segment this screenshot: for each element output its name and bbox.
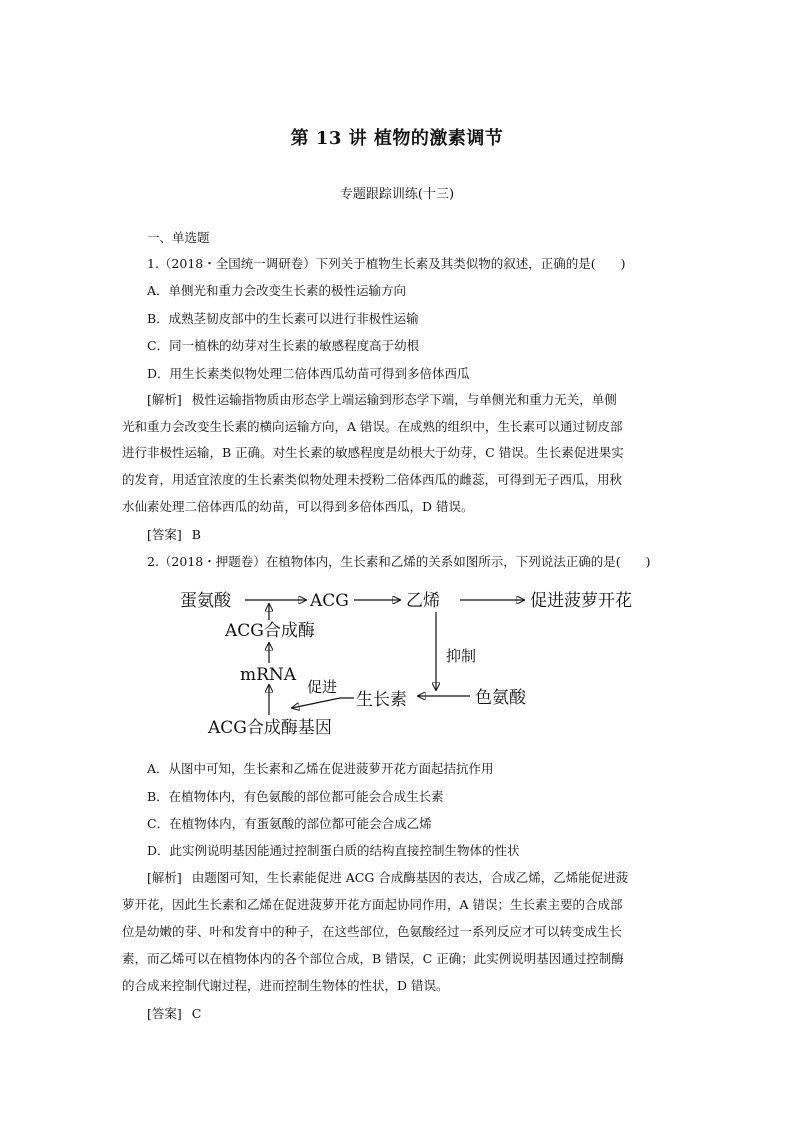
question-2-analysis-line-3: 位是幼嫩的芽、叶和发育中的种子，在这些部位，色氨酸经过一系列反应才可以转变成生长 xyxy=(122,924,623,939)
hormone-relation-diagram xyxy=(170,582,670,747)
node-acg-synthase: ACG合成酶 xyxy=(225,621,315,641)
node-auxin: 生长素 xyxy=(356,690,407,710)
question-2-analysis-line-2: 萝开花，因此生长素和乙烯在促进菠萝开花方面起协同作用，A 错误；生长素主要的合成部 xyxy=(122,897,623,912)
answer-label: [答案] xyxy=(147,527,182,542)
question-2-analysis-line-1 xyxy=(147,870,628,886)
label-promote: 促进 xyxy=(307,678,338,696)
analysis-text: 由题图可知，生长素能促进 ACG 合成酶基因的表达，合成乙烯，乙烯能促进菠 xyxy=(191,870,629,885)
node-acg: ACG xyxy=(310,591,349,611)
answer-value: B xyxy=(191,527,201,542)
analysis-text: 极性运输指物质由形态学上端运输到形态学下端，与单侧光和重力无关，单侧 xyxy=(191,392,617,407)
question-2-analysis-line-4: 素，而乙烯可以在植物体内的各个部位合成，B 错误，C 正确；此实例说明基因通过控制酶 xyxy=(122,951,624,966)
question-1-option-d: D．用生长素类似物处理二倍体西瓜幼苗可得到多倍体西瓜 xyxy=(147,366,470,381)
question-2-option-b: B．在植物体内，有色氨酸的部位都可能会合成生长素 xyxy=(147,789,444,804)
question-2-option-d: D．此实例说明基因能通过控制蛋白质的结构直接控制生物体的性状 xyxy=(147,843,520,858)
question-1-answer xyxy=(147,527,201,543)
question-1-option-a: A．单侧光和重力会改变生长素的极性运输方向 xyxy=(147,283,407,298)
question-1-analysis-line-5: 水仙素处理二倍体西瓜的幼苗，可以得到多倍体西瓜，D 错误。 xyxy=(122,499,474,514)
question-2-analysis-line-5: 的合成来控制代谢过程，进而控制生物体的性状，D 错误。 xyxy=(122,978,449,993)
page-title: 第 13 讲 植物的激素调节 xyxy=(290,128,504,149)
question-2-option-a: A．从图中可知，生长素和乙烯在促进菠萝开花方面起拮抗作用 xyxy=(147,761,494,776)
question-1-option-c: C．同一植株的幼芽对生长素的敏感程度高于幼根 xyxy=(147,338,420,353)
question-1-analysis-line-4: 的发育，用适宜浓度的生长素类似物处理未授粉二倍体西瓜的雌蕊，可得到无子西瓜，用秋 xyxy=(122,472,623,487)
arrow-auxin-promotes-gene xyxy=(292,698,354,708)
analysis-label: [解析] xyxy=(147,392,182,407)
question-1-analysis-line-3: 进行非极性运输，B 正确。对生长素的敏感程度是幼根大于幼芽，C 错误。生长素促进果实 xyxy=(122,445,624,460)
question-1-stem: 1.（2018・全国统一调研卷）下列关于植物生长素及其类似物的叙述，正确的是( ) xyxy=(147,256,626,271)
answer-label: [答案] xyxy=(147,1006,182,1021)
question-1-option-b: B．成熟茎韧皮部中的生长素可以进行非极性运输 xyxy=(147,311,419,326)
node-promote-flowering: 促进菠萝开花 xyxy=(530,591,632,611)
label-inhibit: 抑制 xyxy=(446,647,477,665)
analysis-label: [解析] xyxy=(147,870,182,885)
node-tryptophan: 色氨酸 xyxy=(475,688,526,708)
page-subtitle: 专题跟踪训练(十三) xyxy=(339,187,455,202)
section-heading: 一、单选题 xyxy=(147,230,210,245)
node-acg-synthase-gene: ACG合成酶基因 xyxy=(208,718,332,738)
question-2-answer xyxy=(147,1006,201,1022)
question-2-option-c: C．在植物体内，有蛋氨酸的部位都可能会合成乙烯 xyxy=(147,816,432,831)
question-2-stem: 2.（2018・押题卷）在植物体内，生长素和乙烯的关系如图所示，下列说法正确的是( ) xyxy=(147,554,651,569)
answer-value: C xyxy=(191,1006,202,1021)
node-mrna: mRNA xyxy=(240,665,297,685)
node-methionine: 蛋氨酸 xyxy=(180,591,231,611)
question-1-analysis-line-1 xyxy=(147,392,617,408)
node-ethylene: 乙烯 xyxy=(406,591,440,611)
question-1-analysis-line-2: 光和重力会改变生长素的横向运输方向，A 错误。在成熟的组织中，生长素可以通过韧皮部 xyxy=(122,419,623,434)
